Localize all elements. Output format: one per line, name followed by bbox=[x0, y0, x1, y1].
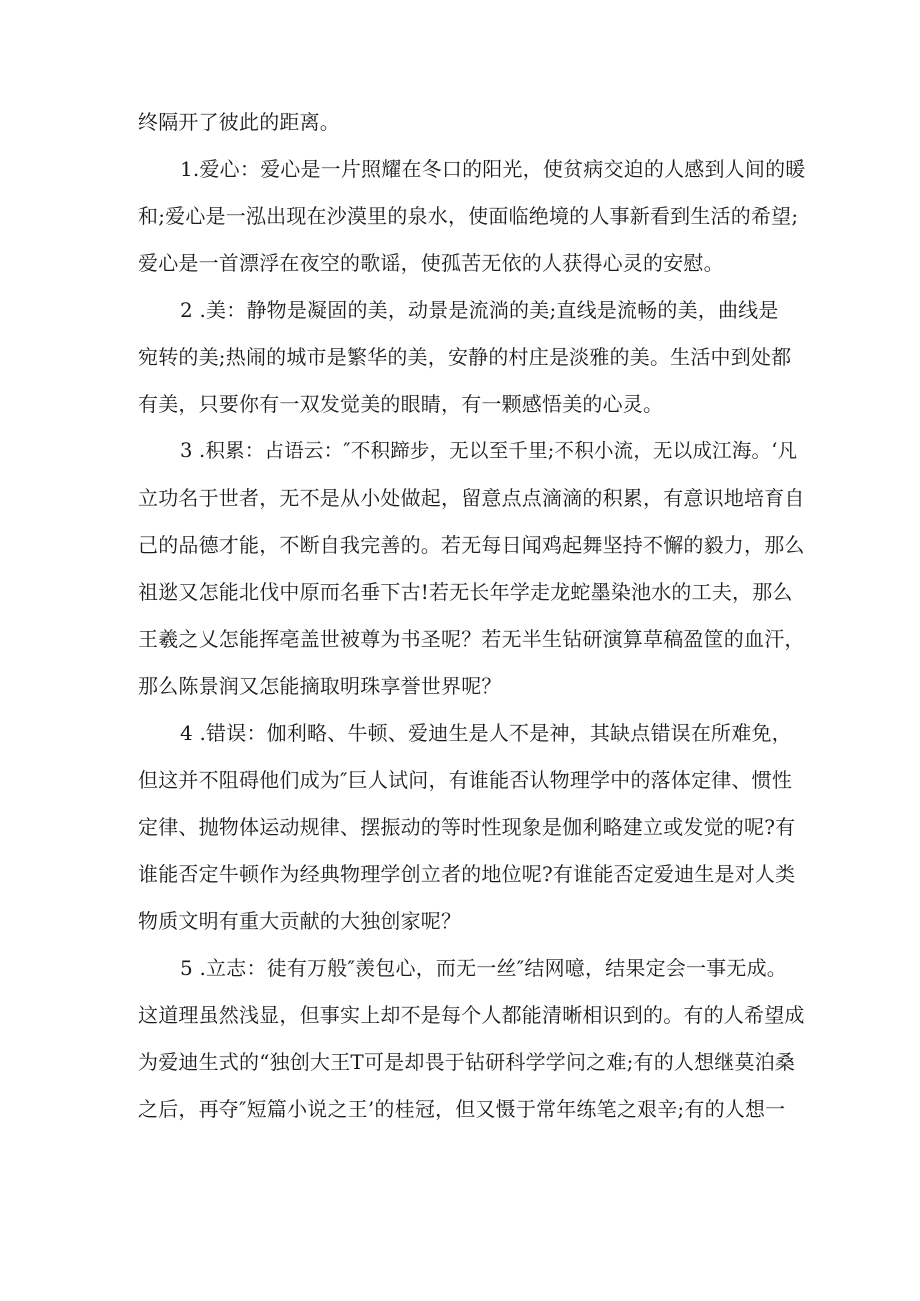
text-line: 宛转的美;热闹的城市是繁华的美，安静的村庄是淡雅的美。生活中到处都 bbox=[138, 345, 792, 369]
text-line: 但这并不阻碍他们成为″巨人试问，有谁能否认物理学中的落体定律、惯性 bbox=[138, 768, 793, 792]
text-line: 王羲之乂怎能挥亳盖世被尊为书圣呢？若无半生钻研演算草稿盈筐的血汗， bbox=[138, 627, 805, 651]
text-line: 5 .立志：徒有万般″羡包心，而无一丝″结网噫，结果定会一事无成。 bbox=[180, 956, 787, 980]
text-line: 立功名于世者，无不是从小处做起，留意点点滴滴的积累，有意识地培育自 bbox=[138, 486, 805, 510]
text-line: 终隔开了彼此的距离。 bbox=[138, 110, 340, 134]
text-line: 定律、抛物体运动规律、摆振动的等时性现象是伽利略建立或发觉的呢?有 bbox=[138, 815, 796, 839]
text-line: 谁能否定牛顿作为经典物理学创立者的地位呢?有谁能否定爱迪生是对人类 bbox=[138, 862, 796, 886]
text-line: 这道理虽然浅显，但事实上却不是每个人都能清晰相识到的。有的人希望成 bbox=[138, 1003, 805, 1027]
text-line: 2 .美：静物是凝固的美，动景是流淌的美;直线是流畅的美，曲线是 bbox=[180, 298, 779, 322]
text-line: 4 .错误：伽利略、牛顿、爱迪生是人不是神，其缺点错误在所难免， bbox=[180, 721, 792, 745]
text-line: 为爱迪生式的“独创大王T可是却畏于钻研科学学问之难;有的人想继莫泊桑 bbox=[138, 1050, 796, 1074]
text-line: 有美，只要你有一双发觉美的眼睛，有一颗感悟美的心灵。 bbox=[138, 392, 664, 416]
text-line: 和;爱心是一泓出现在沙漠里的泉水，使面临绝境的人事新看到生活的希望; bbox=[138, 204, 799, 228]
text-line: 己的品德才能，不断自我完善的。若无每日闻鸡起舞坚持不懈的毅力，那么 bbox=[138, 533, 805, 557]
text-line: 之后，再夺″短篇小说之王’的桂冠，但又慑于常年练笔之艰辛;有的人想一 bbox=[138, 1097, 786, 1121]
text-line: 那么陈景润又怎能摘取明珠享誉世界呢？ bbox=[138, 674, 502, 698]
text-line: 祖逖又怎能北伐中原而名垂下古!若无长年学走龙蛇墨染池水的工夫，那么 bbox=[138, 580, 793, 604]
text-line: 3 .积累：占语云：″不积蹄步，无以至千里;不积小流，无以成江海。‘凡 bbox=[180, 439, 798, 462]
text-line: 1.爱心：爱心是一片照耀在冬口的阳光，使贫病交迫的人感到人间的暖 bbox=[180, 157, 806, 181]
text-line: 爱心是一首漂浮在夜空的歌谣，使孤苦无依的人获得心灵的安慰。 bbox=[138, 251, 724, 275]
text-line: 物质文明有重大贡献的大独创家呢？ bbox=[138, 909, 462, 933]
